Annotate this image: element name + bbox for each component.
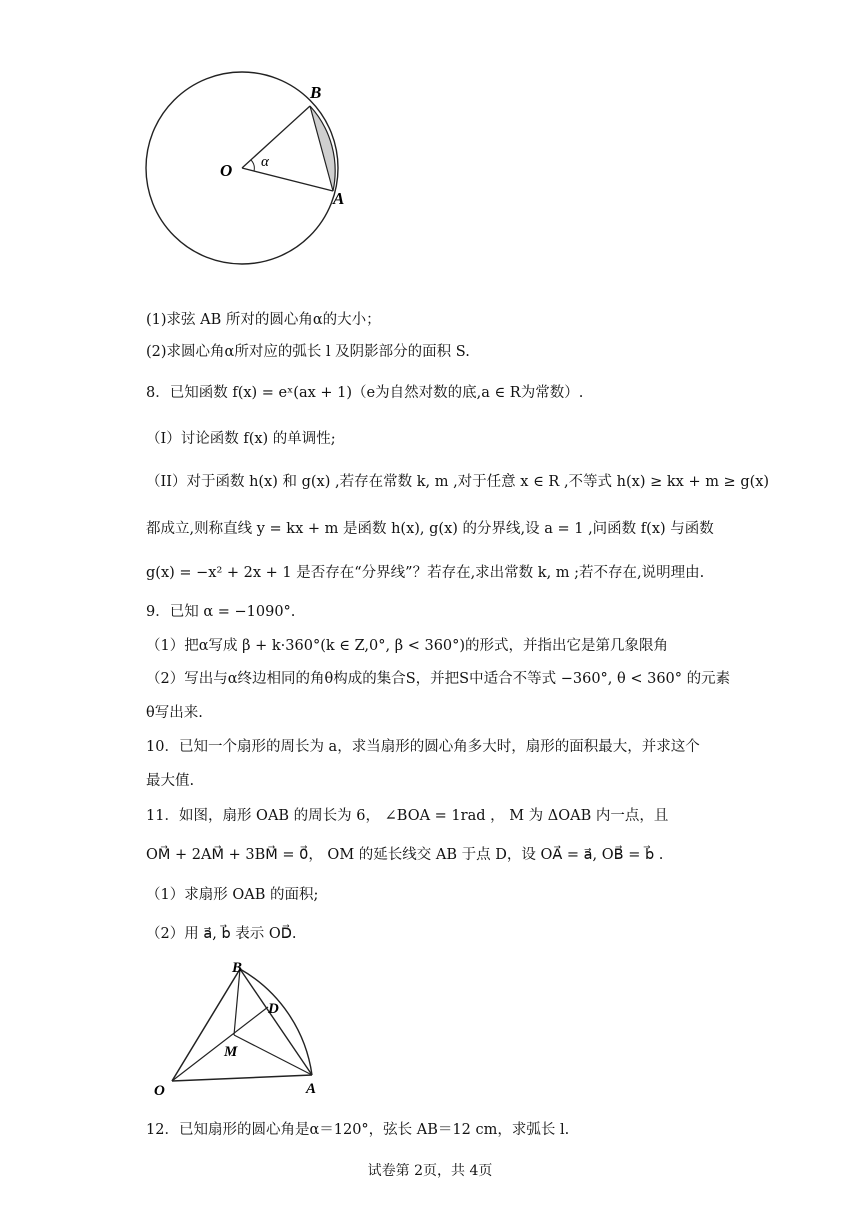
q11-line2: OM⃗ + 2AM⃗ + 3BM⃗ = 0⃗， OM 的延长线交 AB 于点 D，设 OA⃗ = a⃗, OB⃗ = b⃗ . — [146, 847, 664, 863]
label-o: O — [154, 1083, 165, 1099]
label-b: B — [232, 960, 243, 976]
radius-ob — [242, 106, 310, 168]
q10-line2: 最大值. — [146, 773, 195, 789]
q7-part2: (2)求圆心角α所对应的弧长 l 及阴影部分的面积 S. — [146, 344, 470, 360]
label-a: A — [306, 1081, 317, 1097]
q8-part2-line2: 都成立,则称直线 y = kx + m 是函数 h(x), g(x) 的分界线,设 a = 1 ,问函数 f(x) 与函数 — [146, 521, 714, 537]
q9-stem: 9．已知 α = −1090°. — [146, 604, 296, 620]
angle-arc — [251, 160, 254, 171]
segment-od — [172, 1007, 268, 1081]
label-a: A — [333, 189, 345, 208]
q7-part1: (1)求弦 AB 所对的圆心角α的大小； — [146, 312, 381, 328]
q9-part1: （1）把α写成 β + k·360°(k ∈ Z,0°, β < 360°)的形式，并指出它是第几象限角 — [146, 638, 669, 654]
q11-line1: 11．如图，扇形 OAB 的周长为 6， ∠BOA = 1rad ， M 为 ΔOAB 内一点，且 — [146, 808, 669, 824]
label-d: D — [268, 1001, 279, 1017]
side-ob — [172, 969, 240, 1081]
q8-part2-line3: g(x) = −x² + 2x + 1 是否存在“分界线”？若存在,求出常数 k, m ;若不存在,说明理由. — [146, 565, 705, 581]
q11-part2: （2）用 a⃗, b⃗ 表示 OD⃗. — [146, 926, 297, 942]
q11-part1: （1）求扇形 OAB 的面积; — [146, 887, 319, 903]
q10-line1: 10．已知一个扇形的周长为 a，求当扇形的圆心角多大时，扇形的面积最大，并求这个 — [146, 739, 700, 755]
q9-part2-line2: θ写出来. — [146, 705, 203, 721]
segment-mb — [234, 969, 240, 1035]
q9-part2-line1: （2）写出与α终边相同的角θ构成的集合S，并把S中适合不等式 −360°, θ < 360° 的元素 — [146, 671, 731, 687]
q8-stem: 8．已知函数 f(x) = eˣ(ax + 1)（e为自然对数的底,a ∈ R为常数）. — [146, 385, 584, 401]
label-b: B — [310, 83, 322, 102]
side-oa — [172, 1075, 312, 1081]
label-o: O — [220, 161, 233, 180]
radius-oa — [242, 168, 333, 191]
page-footer: 试卷第 2页，共 4页 — [367, 1163, 493, 1179]
chord-ab — [240, 969, 312, 1075]
shaded-segment — [310, 106, 335, 191]
circle-sector-figure — [140, 60, 380, 280]
segment-ma — [234, 1035, 312, 1075]
q8-part2-line1: （II）对于函数 h(x) 和 g(x) ,若存在常数 k, m ,对于任意 x ∈ R ,不等式 h(x) ≥ kx + m ≥ g(x) — [146, 474, 770, 490]
label-m: M — [224, 1044, 238, 1060]
q12-line1: 12．已知扇形的圆心角是α＝120°，弦长 AB＝12 cm，求弧长 l. — [146, 1122, 570, 1138]
label-alpha: α — [261, 154, 269, 170]
sector-oab-figure — [150, 955, 340, 1105]
q8-part1: （I）讨论函数 f(x) 的单调性; — [146, 431, 336, 447]
